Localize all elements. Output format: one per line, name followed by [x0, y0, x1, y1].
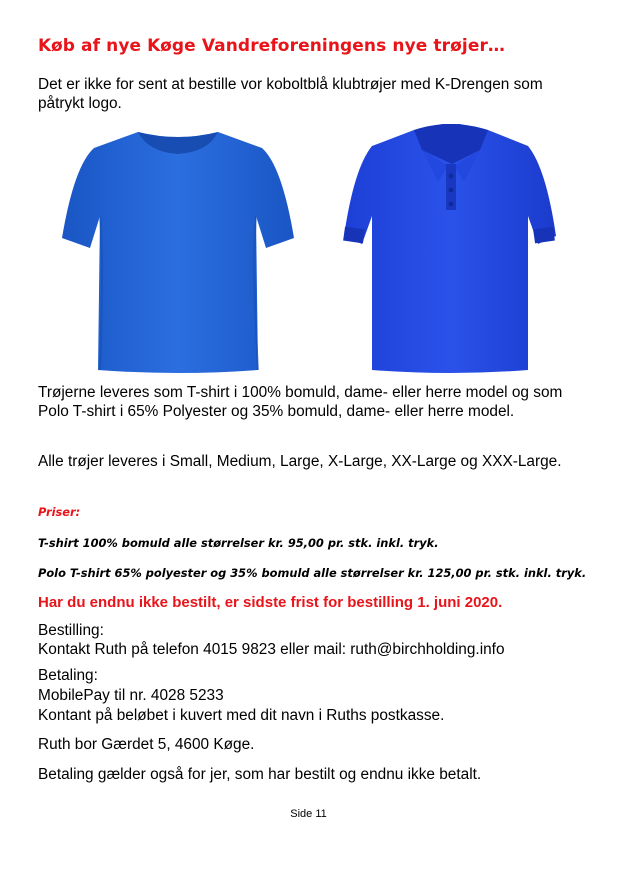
address: Ruth bor Gærdet 5, 4600 Køge.: [38, 736, 255, 753]
payment-label: Betaling:: [38, 667, 98, 684]
description-materials: Trøjerne leveres som T-shirt i 100% bomuld, dame- eller herre model og som Polo T-shirt i 65% Polyester og 35% bomuld, dame- eller herre model.: [38, 384, 563, 420]
order-deadline: Har du endnu ikke bestilt, er sidste frist for bestilling 1. juni 2020.: [38, 594, 503, 611]
description-sizes: Alle trøjer leveres i Small, Medium, Large, X-Large, XX-Large og XXX-Large.: [38, 453, 562, 470]
page-number: Side 11: [290, 808, 327, 820]
payment-note: Betaling gælder også for jer, som har bestilt og endnu ikke betalt.: [38, 766, 482, 783]
price-tshirt: T-shirt 100% bomuld alle størrelser kr. 95,00 pr. stk. inkl. tryk.: [38, 536, 439, 550]
polo-shirt-image: [342, 118, 556, 374]
tshirt-image: [60, 126, 296, 374]
order-label: Bestilling:: [38, 622, 104, 639]
payment-cash: Kontant på beløbet i kuvert med dit navn i Ruths postkasse.: [38, 707, 445, 724]
prices-label: Priser:: [38, 505, 81, 519]
price-polo: Polo T-shirt 65% polyester og 35% bomuld alle størrelser kr. 125,00 pr. stk. inkl. tryk.: [38, 566, 587, 580]
intro-paragraph: Det er ikke for sent at bestille vor koboltblå klubtrøjer med K-Drengen som påtrykt logo.: [38, 76, 543, 112]
payment-mobilepay: MobilePay til nr. 4028 5233: [38, 687, 224, 704]
shirt-images: [60, 118, 560, 373]
page-title: Køb af nye Køge Vandreforeningens nye trøjer…: [38, 36, 506, 56]
order-contact: Kontakt Ruth på telefon 4015 9823 eller mail: ruth@birchholding.info: [38, 641, 505, 658]
